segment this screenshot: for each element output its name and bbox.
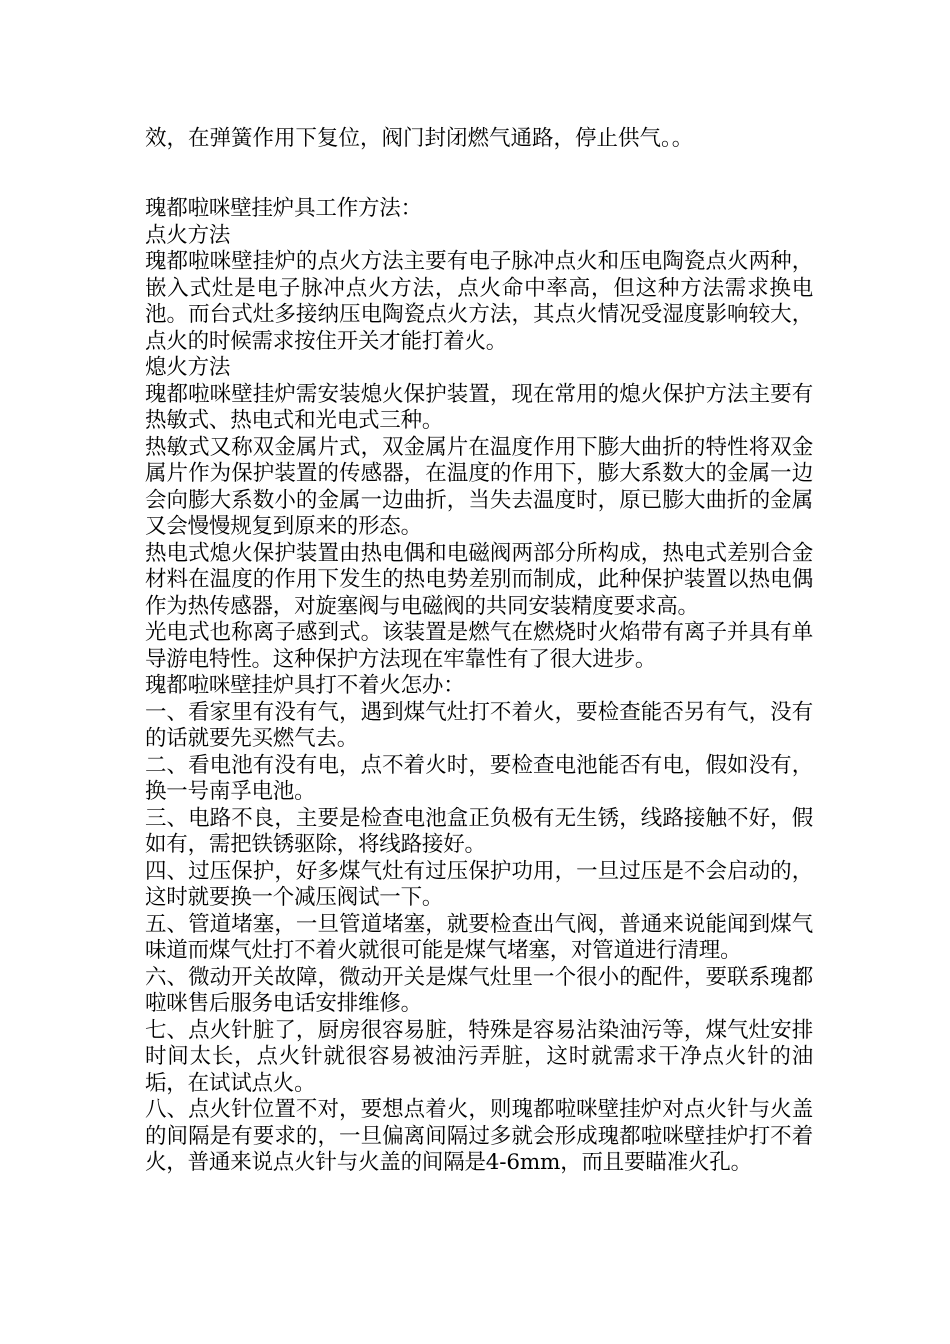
subheading-flameout: 熄火方法: [145, 355, 231, 380]
section-heading: 瑰都啦咪壁挂炉具打不着火怎办：: [145, 673, 465, 698]
list-item: 七、点火针脏了，厨房很容易脏，特殊是容易沾染油污等，煤气灶安排时间太长，点火针就很容易被油污弄脏，这时就需求干净点火针的油垢，在试试点火。: [145, 1017, 813, 1096]
list-item: 八、点火针位置不对，要想点着火，则瑰都啦咪壁挂炉对点火针与火盖的间隔是有要求的，一旦偏离间隔过多就会形成瑰都啦咪壁挂炉打不着火，普通来说点火针与火盖的间隔是4-6mm，而且要瞄准火孔。: [145, 1097, 813, 1175]
list-item: 六、微动开关故障，微动开关是煤气灶里一个很小的配件，要联系瑰都啦咪售后服务电话安排维修。: [145, 964, 813, 1016]
section-heading: 瑰都啦咪壁挂炉具工作方法：: [145, 196, 422, 221]
paragraph: 光电式也称离子感到式。该装置是燃气在燃烧时火焰带有离子并具有单导游电特性。这种保护方法现在牢靠性有了很大进步。: [145, 620, 813, 672]
document-body: [145, 196, 813, 1177]
list-item: 二、看电池有没有电，点不着火时，要检查电池能否有电，假如没有，换一号南孚电池。: [145, 752, 813, 804]
list-item: 一、看家里有没有气，遇到煤气灶打不着火，要检查能否另有气，没有的话就要先买燃气去。: [145, 699, 813, 751]
intro-line: 效，在弹簧作用下复位，阀门封闭燃气通路，停止供气。。: [145, 126, 694, 151]
paragraph: 热敏式又称双金属片式，双金属片在温度作用下膨大曲折的特性将双金属片作为保护装置的传感器，在温度的作用下，膨大系数大的金属一边会向膨大系数小的金属一边曲折，当失去温度时，原已膨大曲折的金属又会慢慢规复到原来的形态。: [145, 434, 813, 539]
subheading-ignition: 点火方法: [145, 222, 231, 248]
paragraph: 瑰都啦咪壁挂炉需安装熄火保护装置，现在常用的熄火保护方法主要有热敏式、热电式和光电式三种。: [145, 381, 813, 433]
list-item: 四、过压保护，好多煤气灶有过压保护功用，一旦过压是不会启动的，这时就要换一个减压阀试一下。: [145, 858, 813, 910]
paragraph: 热电式熄火保护装置由热电偶和电磁阀两部分所构成，热电式差别合金材料在温度的作用下发生的热电势差别而制成，此种保护装置以热电偶作为热传感器，对旋塞阀与电磁阀的共同安装精度要求高。: [145, 540, 813, 619]
paragraph: 瑰都啦咪壁挂炉的点火方法主要有电子脉冲点火和压电陶瓷点火两种，嵌入式灶是电子脉冲点火方法，点火命中率高，但这种方法需求换电池。而台式灶多接纳压电陶瓷点火方法，其点火情况受湿度影响较大，点火的时候需求按住开关才能打着火。: [145, 249, 813, 354]
list-item: 三、电路不良，主要是检查电池盒正负极有无生锈，线路接触不好，假如有，需把铁锈驱除，将线路接好。: [145, 805, 813, 857]
list-item: 五、管道堵塞，一旦管道堵塞，就要检查出气阀，普通来说能闻到煤气味道而煤气灶打不着火就很可能是煤气堵塞，对管道进行清理。: [145, 911, 813, 963]
